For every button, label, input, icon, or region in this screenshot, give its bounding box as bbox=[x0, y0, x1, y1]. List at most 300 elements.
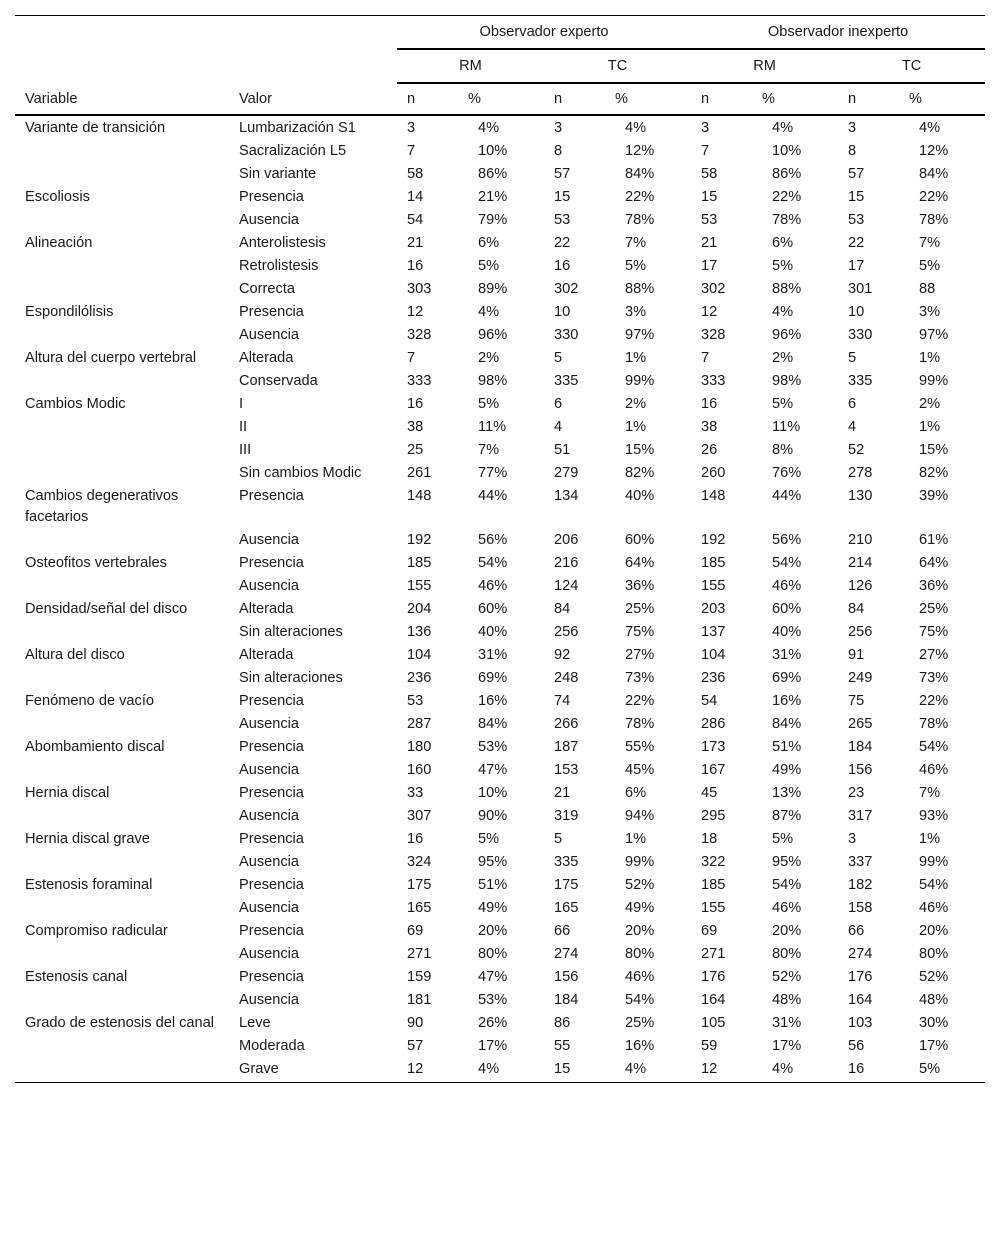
table-row bbox=[15, 301, 985, 324]
cell-novice-rm-pct: 17% bbox=[772, 1038, 802, 1054]
cell-expert-tc-n: 15 bbox=[554, 189, 571, 205]
cell-expert-tc-n: 21 bbox=[554, 785, 571, 801]
cell-expert-rm-n: 185 bbox=[407, 555, 432, 571]
cell-expert-tc-pct: 27% bbox=[625, 647, 655, 663]
table-row bbox=[15, 416, 985, 439]
cell-novice-tc-pct: 30% bbox=[919, 1015, 949, 1031]
cell-novice-rm-n: 176 bbox=[701, 969, 726, 985]
cell-expert-tc-pct: 1% bbox=[625, 419, 647, 435]
cell-novice-rm-pct: 69% bbox=[772, 670, 802, 686]
table-row bbox=[15, 690, 985, 713]
cell-expert-tc-pct: 22% bbox=[625, 693, 655, 709]
header-empty bbox=[239, 49, 397, 83]
cell-expert-rm-pct: 53% bbox=[478, 992, 508, 1008]
cell-novice-rm-pct: 2% bbox=[772, 350, 794, 366]
cell-expert-tc-pct: 36% bbox=[625, 578, 655, 594]
cell-valor: Presencia bbox=[239, 693, 304, 709]
cell-variable: Hernia discal grave bbox=[25, 831, 150, 847]
cell-expert-tc-n: 55 bbox=[554, 1038, 571, 1054]
cell-expert-tc-n: 256 bbox=[554, 624, 579, 640]
cell-valor: Alterada bbox=[239, 350, 294, 366]
cell-novice-tc-pct: 2% bbox=[919, 396, 941, 412]
cell-novice-tc-pct: 54% bbox=[919, 739, 949, 755]
cell-valor: Sin alteraciones bbox=[239, 670, 343, 686]
cell-novice-tc-pct: 39% bbox=[919, 488, 949, 504]
cell-novice-rm-pct: 86% bbox=[772, 166, 802, 182]
cell-novice-tc-pct: 1% bbox=[919, 831, 941, 847]
cell-expert-rm-n: 333 bbox=[407, 373, 432, 389]
cell-novice-rm-n: 104 bbox=[701, 647, 726, 663]
cell-expert-rm-pct: 40% bbox=[478, 624, 508, 640]
cell-novice-tc-n: 249 bbox=[848, 670, 873, 686]
cell-novice-rm-pct: 6% bbox=[772, 235, 794, 251]
cell-expert-rm-n: 148 bbox=[407, 488, 432, 504]
cell-expert-rm-n: 12 bbox=[407, 304, 424, 320]
cell-variable bbox=[15, 759, 239, 782]
cell-expert-rm-pct: 89% bbox=[478, 281, 508, 297]
header-empty bbox=[15, 16, 239, 50]
cell-novice-rm-pct: 96% bbox=[772, 327, 802, 343]
cell-expert-rm-n: 16 bbox=[407, 831, 424, 847]
cell-variable bbox=[15, 667, 239, 690]
table-row bbox=[15, 209, 985, 232]
modality-header-novice-tc: TC bbox=[838, 49, 985, 83]
cell-novice-rm-n: 236 bbox=[701, 670, 726, 686]
cell-expert-tc-pct: 49% bbox=[625, 900, 655, 916]
cell-novice-rm-pct: 98% bbox=[772, 373, 802, 389]
cell-expert-rm-n: 271 bbox=[407, 946, 432, 962]
cell-valor: Presencia bbox=[239, 785, 304, 801]
cell-novice-tc-pct: 52% bbox=[919, 969, 949, 985]
cell-expert-rm-n: 57 bbox=[407, 1038, 424, 1054]
cell-novice-tc-n: 337 bbox=[848, 854, 873, 870]
cell-variable: Grado de estenosis del canal bbox=[25, 1015, 215, 1031]
cell-novice-tc-n: 52 bbox=[848, 442, 865, 458]
table-row bbox=[15, 278, 985, 301]
cell-expert-tc-pct: 45% bbox=[625, 762, 655, 778]
cell-novice-tc-n: 6 bbox=[848, 396, 857, 412]
cell-expert-tc-n: 4 bbox=[554, 419, 563, 435]
cell-novice-rm-pct: 54% bbox=[772, 877, 802, 893]
cell-expert-tc-n: 3 bbox=[554, 120, 563, 136]
cell-novice-rm-n: 12 bbox=[691, 1058, 762, 1083]
column-header-n: n bbox=[397, 83, 468, 115]
cell-novice-tc-n: 317 bbox=[848, 808, 873, 824]
cell-novice-tc-n: 84 bbox=[848, 601, 865, 617]
cell-expert-rm-n: 181 bbox=[407, 992, 432, 1008]
cell-expert-tc-pct: 75% bbox=[625, 624, 655, 640]
header-empty bbox=[239, 16, 397, 50]
cell-expert-rm-n: 104 bbox=[407, 647, 432, 663]
cell-novice-rm-pct: 13% bbox=[772, 785, 802, 801]
cell-valor: III bbox=[239, 442, 252, 458]
column-header-pct: % bbox=[468, 83, 544, 115]
cell-novice-tc-pct: 78% bbox=[919, 212, 949, 228]
cell-expert-tc-n: 319 bbox=[554, 808, 579, 824]
cell-novice-tc-pct: 17% bbox=[919, 1038, 949, 1054]
cell-expert-tc-n: 8 bbox=[554, 143, 563, 159]
cell-expert-rm-pct: 69% bbox=[478, 670, 508, 686]
cell-novice-rm-n: 53 bbox=[701, 212, 718, 228]
cell-novice-tc-pct: 75% bbox=[919, 624, 949, 640]
cell-variable: Cambios Modic bbox=[25, 396, 126, 412]
cell-valor: Sacralización L5 bbox=[239, 143, 347, 159]
cell-novice-rm-pct: 84% bbox=[772, 716, 802, 732]
cell-novice-rm-pct: 46% bbox=[772, 900, 802, 916]
cell-valor: II bbox=[239, 419, 248, 435]
cell-expert-tc-pct: 7% bbox=[625, 235, 647, 251]
cell-novice-rm-pct: 5% bbox=[772, 258, 794, 274]
cell-expert-rm-n: 3 bbox=[407, 120, 416, 136]
cell-novice-tc-pct: 1% bbox=[919, 350, 941, 366]
cell-novice-tc-n: 4 bbox=[848, 419, 857, 435]
cell-novice-tc-pct: 22% bbox=[919, 693, 949, 709]
cell-expert-rm-pct: 4% bbox=[478, 120, 500, 136]
cell-novice-rm-n: 17 bbox=[701, 258, 718, 274]
cell-novice-tc-n: 158 bbox=[848, 900, 873, 916]
cell-expert-tc-pct: 78% bbox=[625, 716, 655, 732]
cell-valor: Presencia bbox=[239, 189, 304, 205]
cell-novice-tc-pct: 99% bbox=[919, 373, 949, 389]
cell-novice-rm-n: 155 bbox=[701, 578, 726, 594]
cell-novice-tc-n: 75 bbox=[848, 693, 865, 709]
cell-novice-rm-pct: 8% bbox=[772, 442, 794, 458]
cell-novice-tc-n: 210 bbox=[848, 532, 873, 548]
cell-novice-rm-pct: 31% bbox=[772, 647, 802, 663]
cell-novice-rm-pct: 80% bbox=[772, 946, 802, 962]
cell-novice-rm-n: 7 bbox=[701, 350, 710, 366]
cell-variable bbox=[15, 278, 239, 301]
cell-novice-tc-pct: 48% bbox=[919, 992, 949, 1008]
cell-expert-rm-n: 21 bbox=[407, 235, 424, 251]
cell-valor: Anterolistesis bbox=[239, 235, 326, 251]
cell-novice-rm-pct: 5% bbox=[772, 831, 794, 847]
cell-expert-rm-n: 58 bbox=[407, 166, 424, 182]
table-row bbox=[15, 736, 985, 759]
cell-novice-tc-n: 57 bbox=[848, 166, 865, 182]
cell-valor: Moderada bbox=[239, 1038, 305, 1054]
cell-valor: Ausencia bbox=[239, 992, 300, 1008]
cell-variable: Altura del cuerpo vertebral bbox=[25, 350, 197, 366]
cell-expert-tc-pct: 80% bbox=[625, 946, 655, 962]
cell-expert-tc-pct: 84% bbox=[625, 166, 655, 182]
cell-variable bbox=[15, 163, 239, 186]
cell-novice-rm-pct: 4% bbox=[772, 120, 794, 136]
cell-expert-rm-n: 287 bbox=[407, 716, 432, 732]
table-row bbox=[15, 462, 985, 485]
cell-novice-tc-n: 23 bbox=[848, 785, 865, 801]
cell-expert-tc-n: 57 bbox=[554, 166, 571, 182]
cell-novice-tc-n: 17 bbox=[848, 258, 865, 274]
cell-novice-tc-pct: 15% bbox=[919, 442, 949, 458]
results-table bbox=[15, 15, 985, 1083]
table-row bbox=[15, 393, 985, 416]
cell-novice-rm-n: 58 bbox=[701, 166, 718, 182]
cell-expert-tc-n: 74 bbox=[554, 693, 571, 709]
cell-novice-rm-n: 192 bbox=[701, 532, 726, 548]
cell-novice-rm-pct: 4% bbox=[762, 1058, 838, 1083]
cell-variable bbox=[15, 575, 239, 598]
cell-expert-tc-pct: 2% bbox=[625, 396, 647, 412]
column-header-pct: % bbox=[615, 83, 691, 115]
cell-novice-rm-n: 333 bbox=[701, 373, 726, 389]
cell-novice-tc-n: 15 bbox=[848, 189, 865, 205]
cell-novice-rm-n: 59 bbox=[701, 1038, 718, 1054]
cell-valor: Presencia bbox=[239, 739, 304, 755]
cell-novice-tc-pct: 84% bbox=[919, 166, 949, 182]
cell-valor: Conservada bbox=[239, 373, 318, 389]
table-row bbox=[15, 370, 985, 393]
cell-valor: Presencia bbox=[239, 488, 304, 504]
cell-valor: Ausencia bbox=[239, 716, 300, 732]
cell-variable: Compromiso radicular bbox=[25, 923, 168, 939]
cell-novice-rm-pct: 49% bbox=[772, 762, 802, 778]
header-empty bbox=[15, 49, 239, 83]
cell-valor: Ausencia bbox=[239, 212, 300, 228]
cell-valor: Ausencia bbox=[239, 946, 300, 962]
cell-expert-rm-n: 33 bbox=[407, 785, 424, 801]
cell-expert-tc-pct: 20% bbox=[625, 923, 655, 939]
cell-novice-rm-pct: 56% bbox=[772, 532, 802, 548]
cell-expert-tc-pct: 25% bbox=[625, 1015, 655, 1031]
cell-novice-tc-n: 91 bbox=[848, 647, 865, 663]
cell-expert-tc-n: 86 bbox=[554, 1015, 571, 1031]
table-row bbox=[15, 759, 985, 782]
cell-expert-rm-n: 192 bbox=[407, 532, 432, 548]
cell-novice-tc-pct: 97% bbox=[919, 327, 949, 343]
cell-expert-rm-pct: 47% bbox=[478, 762, 508, 778]
cell-expert-rm-pct: 95% bbox=[478, 854, 508, 870]
cell-valor: Ausencia bbox=[239, 808, 300, 824]
cell-variable: Estenosis canal bbox=[25, 969, 128, 985]
header-row-modalities bbox=[15, 49, 985, 83]
table-row bbox=[15, 989, 985, 1012]
cell-valor: Presencia bbox=[239, 304, 304, 320]
cell-variable bbox=[15, 439, 239, 462]
cell-novice-rm-pct: 48% bbox=[772, 992, 802, 1008]
cell-expert-rm-n: 16 bbox=[407, 396, 424, 412]
table-row bbox=[15, 966, 985, 989]
cell-novice-tc-pct: 64% bbox=[919, 555, 949, 571]
cell-expert-tc-pct: 78% bbox=[625, 212, 655, 228]
cell-novice-rm-pct: 22% bbox=[772, 189, 802, 205]
cell-novice-rm-n: 26 bbox=[701, 442, 718, 458]
cell-variable bbox=[15, 140, 239, 163]
cell-expert-tc-n: 266 bbox=[554, 716, 579, 732]
cell-novice-tc-pct: 82% bbox=[919, 465, 949, 481]
table-row bbox=[15, 163, 985, 186]
cell-expert-tc-pct: 99% bbox=[625, 373, 655, 389]
cell-expert-rm-pct: 4% bbox=[478, 304, 500, 320]
cell-novice-tc-n: 176 bbox=[848, 969, 873, 985]
cell-expert-tc-pct: 4% bbox=[615, 1058, 691, 1083]
cell-novice-rm-n: 185 bbox=[701, 877, 726, 893]
cell-expert-tc-n: 84 bbox=[554, 601, 571, 617]
cell-variable bbox=[15, 805, 239, 828]
cell-variable: Fenómeno de vacío bbox=[25, 693, 154, 709]
cell-variable: Hernia discal bbox=[25, 785, 110, 801]
cell-expert-rm-n: 236 bbox=[407, 670, 432, 686]
cell-expert-tc-pct: 94% bbox=[625, 808, 655, 824]
modality-header-expert-tc: TC bbox=[544, 49, 691, 83]
cell-novice-tc-n: 274 bbox=[848, 946, 873, 962]
cell-variable: Alineación bbox=[25, 235, 93, 251]
cell-expert-tc-n: 216 bbox=[554, 555, 579, 571]
cell-variable bbox=[15, 255, 239, 278]
table-row bbox=[15, 598, 985, 621]
column-header-variable: Variable bbox=[15, 83, 239, 115]
modality-header-novice-rm: RM bbox=[691, 49, 838, 83]
table-row bbox=[15, 232, 985, 255]
cell-novice-tc-n: 126 bbox=[848, 578, 873, 594]
cell-novice-tc-pct: 99% bbox=[919, 854, 949, 870]
cell-variable: Densidad/señal del disco bbox=[25, 601, 188, 617]
table-row bbox=[15, 621, 985, 644]
cell-novice-rm-pct: 88% bbox=[772, 281, 802, 297]
column-header-pct: % bbox=[909, 83, 985, 115]
cell-variable bbox=[15, 1058, 239, 1083]
group-header-expert: Observador experto bbox=[397, 16, 691, 50]
cell-valor: Presencia bbox=[239, 831, 304, 847]
cell-valor: Ausencia bbox=[239, 327, 300, 343]
cell-novice-tc-n: 164 bbox=[848, 992, 873, 1008]
table-row bbox=[15, 529, 985, 552]
cell-expert-rm-n: 14 bbox=[407, 189, 424, 205]
cell-novice-rm-n: 271 bbox=[701, 946, 726, 962]
cell-novice-tc-pct: 93% bbox=[919, 808, 949, 824]
cell-expert-tc-n: 22 bbox=[554, 235, 571, 251]
cell-novice-rm-n: 3 bbox=[701, 120, 710, 136]
cell-valor: Sin variante bbox=[239, 166, 317, 182]
cell-expert-tc-pct: 40% bbox=[625, 488, 655, 504]
cell-expert-tc-pct: 97% bbox=[625, 327, 655, 343]
cell-novice-tc-n: 66 bbox=[848, 923, 865, 939]
cell-expert-rm-pct: 53% bbox=[478, 739, 508, 755]
cell-novice-tc-n: 278 bbox=[848, 465, 873, 481]
cell-expert-rm-pct: 54% bbox=[478, 555, 508, 571]
cell-novice-rm-n: 155 bbox=[701, 900, 726, 916]
cell-expert-tc-pct: 12% bbox=[625, 143, 655, 159]
cell-novice-rm-n: 260 bbox=[701, 465, 726, 481]
table-row bbox=[15, 897, 985, 920]
cell-novice-tc-n: 53 bbox=[848, 212, 865, 228]
cell-expert-tc-pct: 82% bbox=[625, 465, 655, 481]
cell-expert-rm-pct: 86% bbox=[478, 166, 508, 182]
cell-novice-tc-pct: 61% bbox=[919, 532, 949, 548]
cell-expert-tc-pct: 99% bbox=[625, 854, 655, 870]
cell-expert-rm-pct: 77% bbox=[478, 465, 508, 481]
cell-expert-tc-pct: 22% bbox=[625, 189, 655, 205]
cell-novice-rm-pct: 10% bbox=[772, 143, 802, 159]
cell-expert-rm-n: 204 bbox=[407, 601, 432, 617]
cell-novice-tc-n: 335 bbox=[848, 373, 873, 389]
table-row bbox=[15, 782, 985, 805]
cell-expert-tc-n: 335 bbox=[554, 854, 579, 870]
cell-expert-rm-pct: 20% bbox=[478, 923, 508, 939]
cell-expert-tc-n: 15 bbox=[544, 1058, 615, 1083]
column-header-valor: Valor bbox=[239, 83, 397, 115]
cell-valor: Ausencia bbox=[239, 762, 300, 778]
cell-expert-rm-pct: 49% bbox=[478, 900, 508, 916]
cell-expert-rm-n: 53 bbox=[407, 693, 424, 709]
cell-novice-tc-pct: 7% bbox=[919, 235, 941, 251]
cell-expert-rm-pct: 44% bbox=[478, 488, 508, 504]
cell-novice-tc-pct: 78% bbox=[919, 716, 949, 732]
cell-novice-rm-n: 69 bbox=[701, 923, 718, 939]
cell-novice-rm-n: 7 bbox=[701, 143, 710, 159]
cell-expert-rm-pct: 96% bbox=[478, 327, 508, 343]
cell-variable: Osteofitos vertebrales bbox=[25, 555, 167, 571]
cell-expert-tc-n: 184 bbox=[554, 992, 579, 1008]
cell-expert-tc-pct: 16% bbox=[625, 1038, 655, 1054]
cell-novice-tc-pct: 54% bbox=[919, 877, 949, 893]
table-row bbox=[15, 255, 985, 278]
table-row bbox=[15, 828, 985, 851]
cell-novice-tc-pct: 3% bbox=[919, 304, 941, 320]
column-header-n: n bbox=[544, 83, 615, 115]
cell-valor: Presencia bbox=[239, 555, 304, 571]
table-row bbox=[15, 851, 985, 874]
cell-novice-rm-n: 105 bbox=[701, 1015, 726, 1031]
cell-expert-rm-pct: 46% bbox=[478, 578, 508, 594]
cell-expert-tc-n: 175 bbox=[554, 877, 579, 893]
cell-novice-rm-n: 167 bbox=[701, 762, 726, 778]
cell-novice-rm-n: 286 bbox=[701, 716, 726, 732]
cell-variable: Altura del disco bbox=[25, 647, 125, 663]
cell-novice-tc-pct: 88 bbox=[919, 281, 936, 297]
table-row bbox=[15, 920, 985, 943]
cell-expert-tc-pct: 60% bbox=[625, 532, 655, 548]
cell-novice-tc-n: 5 bbox=[848, 350, 857, 366]
cell-expert-tc-pct: 5% bbox=[625, 258, 647, 274]
cell-valor: Ausencia bbox=[239, 900, 300, 916]
cell-expert-rm-pct: 84% bbox=[478, 716, 508, 732]
cell-expert-rm-n: 90 bbox=[407, 1015, 424, 1031]
cell-novice-rm-n: 12 bbox=[701, 304, 718, 320]
cell-expert-rm-pct: 16% bbox=[478, 693, 508, 709]
cell-novice-rm-pct: 54% bbox=[772, 555, 802, 571]
cell-novice-rm-pct: 87% bbox=[772, 808, 802, 824]
cell-expert-tc-pct: 73% bbox=[625, 670, 655, 686]
cell-novice-tc-pct: 4% bbox=[919, 120, 941, 136]
cell-expert-rm-n: 165 bbox=[407, 900, 432, 916]
cell-expert-rm-n: 25 bbox=[407, 442, 424, 458]
cell-novice-rm-pct: 51% bbox=[772, 739, 802, 755]
cell-variable bbox=[15, 324, 239, 347]
cell-valor: I bbox=[239, 396, 244, 412]
cell-expert-rm-n: 136 bbox=[407, 624, 432, 640]
cell-expert-rm-n: 180 bbox=[407, 739, 432, 755]
cell-expert-rm-n: 160 bbox=[407, 762, 432, 778]
cell-novice-rm-n: 295 bbox=[701, 808, 726, 824]
cell-novice-tc-pct: 22% bbox=[919, 189, 949, 205]
cell-variable bbox=[15, 621, 239, 644]
cell-novice-rm-pct: 20% bbox=[772, 923, 802, 939]
table-row bbox=[15, 667, 985, 690]
table-row bbox=[15, 115, 985, 140]
cell-novice-tc-n: 3 bbox=[848, 831, 857, 847]
cell-expert-tc-n: 51 bbox=[554, 442, 571, 458]
cell-expert-rm-pct: 11% bbox=[478, 419, 507, 435]
cell-novice-rm-n: 54 bbox=[701, 693, 718, 709]
table-header bbox=[15, 16, 985, 116]
cell-variable: Escoliosis bbox=[25, 189, 90, 205]
cell-expert-rm-n: 328 bbox=[407, 327, 432, 343]
table-row bbox=[15, 439, 985, 462]
cell-novice-tc-pct: 46% bbox=[919, 762, 949, 778]
cell-expert-tc-n: 6 bbox=[554, 396, 563, 412]
cell-novice-tc-n: 8 bbox=[848, 143, 857, 159]
